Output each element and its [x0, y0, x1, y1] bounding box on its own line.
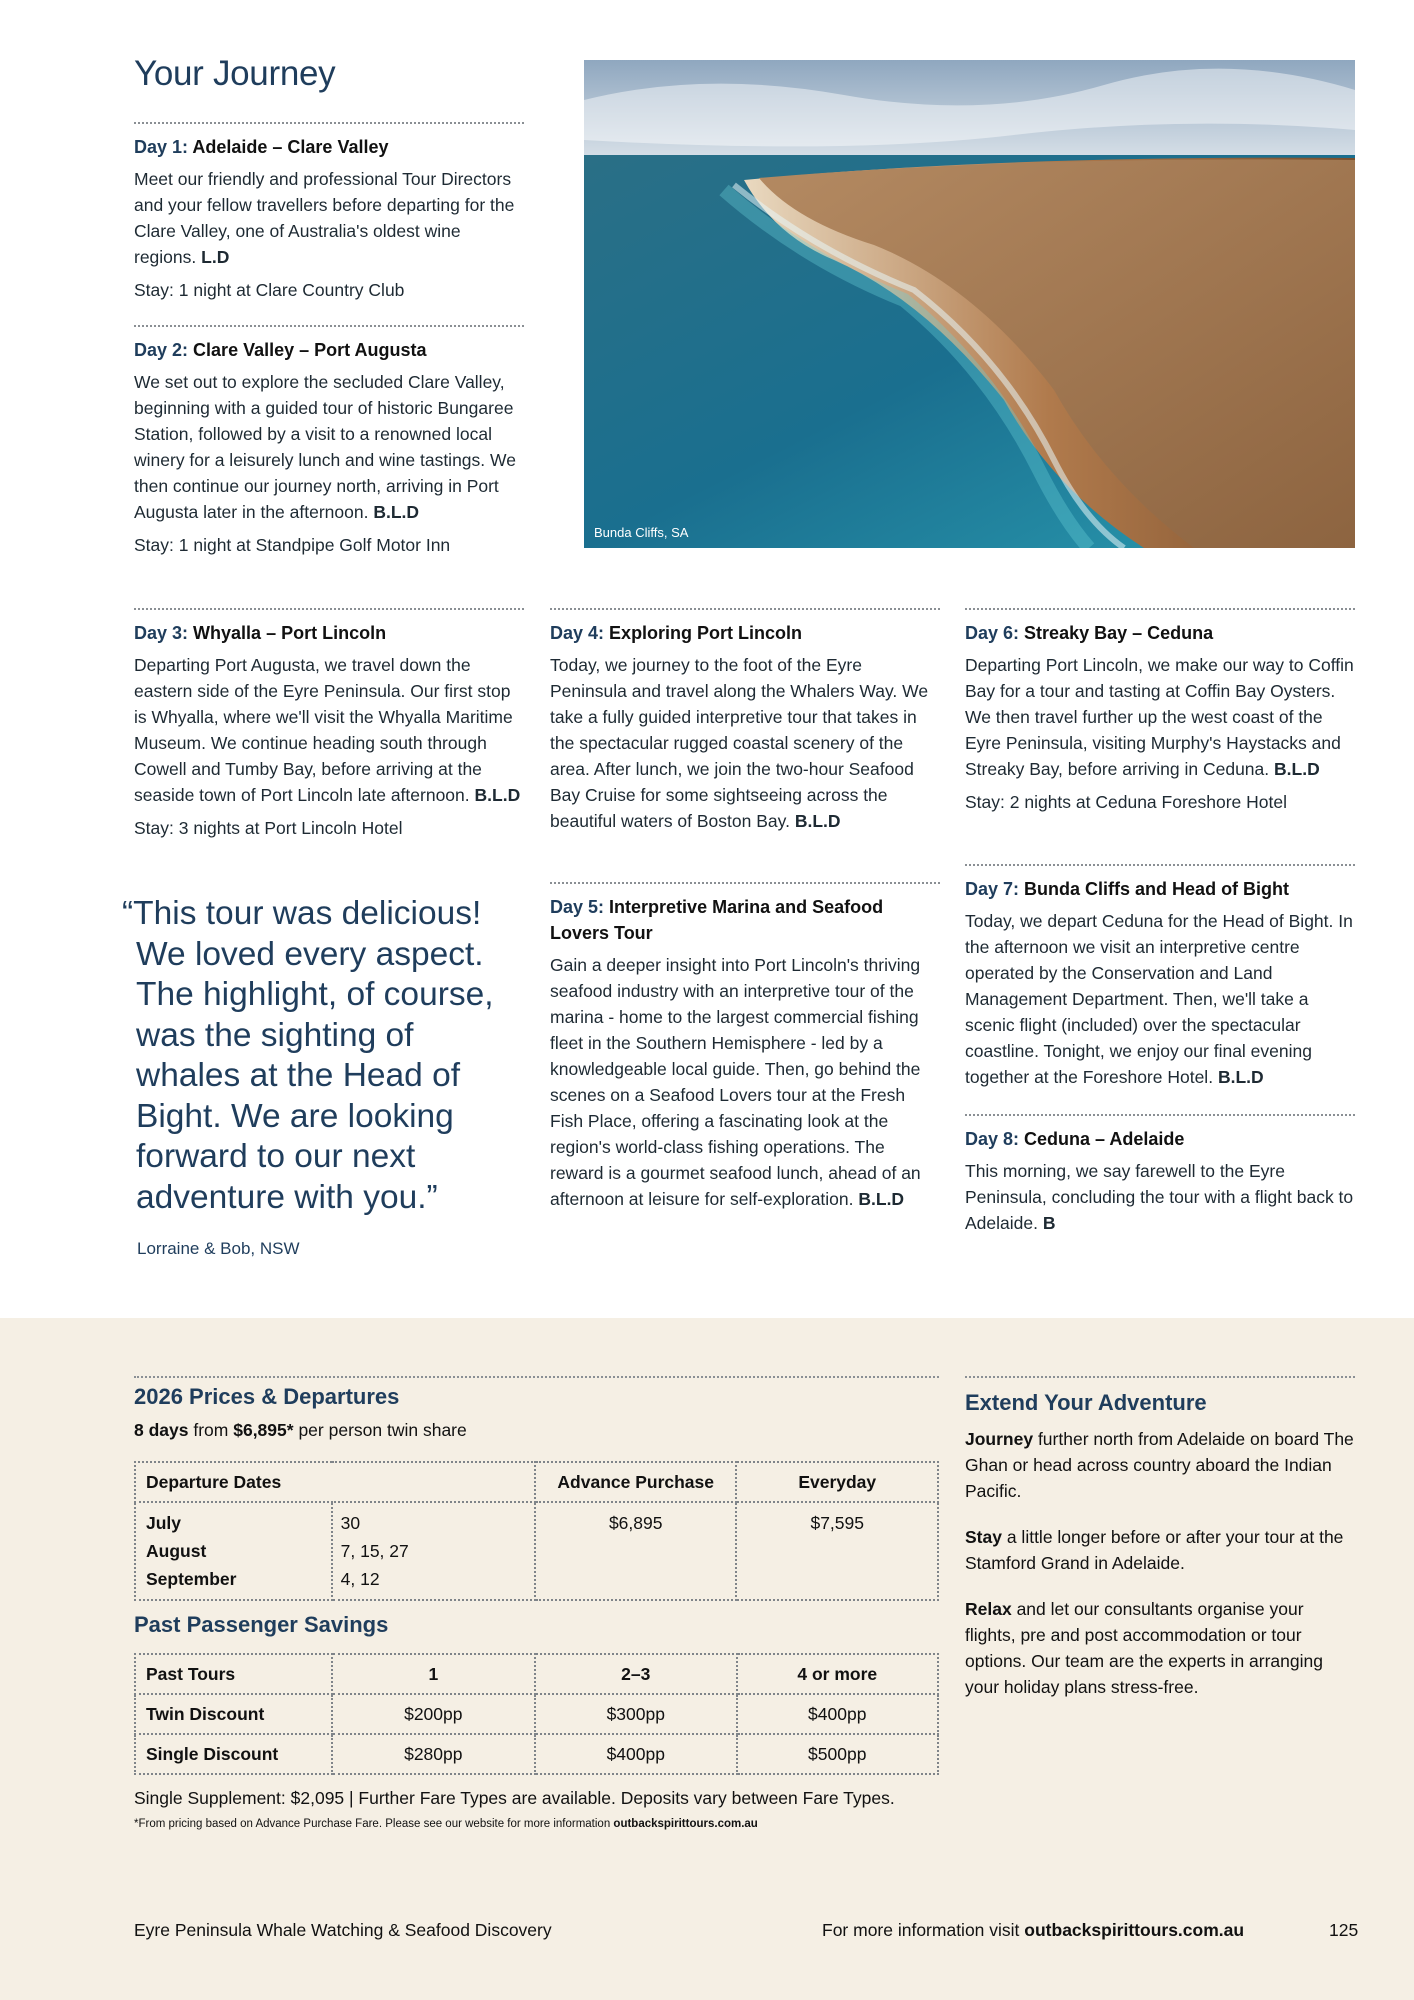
itinerary-day-2 [134, 325, 524, 558]
day-description: Today, we journey to the foot of the Eyre Peninsula and travel along the Whalers Way. We take a fully guided interpretive tour that takes in the spectacular rugged coastal scenery of the area. After lunch, we join the two-hour Seafood Bay Cruise for some sightseeing across the beautiful waters of Boston Bay. B.L.D [550, 655, 929, 831]
divider [965, 608, 1355, 610]
day-description: Departing Port Augusta, we travel down the eastern side of the Eyre Peninsula. Our first stop is Whyalla, where we'll visit the Whyalla Maritime Museum. We continue heading south through Cowell and Tumby Bay, before arriving at the seaside town of Port Lincoln late afternoon. B.L.D [134, 655, 521, 805]
departure-days: 30 7, 15, 27 4, 12 [332, 1502, 535, 1600]
itinerary-day-3 [134, 608, 524, 841]
day-title: Day 6: Streaky Bay – Ceduna [965, 623, 1214, 643]
divider [134, 1376, 939, 1378]
fine-print-link[interactable]: outbackspirittours.com.au [613, 1818, 758, 1830]
header-past-tours: Past Tours [135, 1654, 332, 1694]
meals-code: B.L.D [858, 1189, 905, 1209]
day-description: Today, we depart Ceduna for the Head of Bight. In the afternoon we visit an interpretive centre operated by the Conservation and Land Management Department. Then, we'll take a scenic flight (included) over the spectacular coastline. Tonight, we enjoy our final evening together at the Foreshore Hotel. B.L.D [965, 911, 1353, 1087]
divider [965, 1114, 1355, 1116]
itinerary-day-6 [965, 608, 1355, 815]
coastline-cliffs-image [584, 60, 1355, 548]
table-row: Twin Discount $200pp $300pp $400pp [135, 1694, 938, 1734]
header-departure-dates: Departure Dates [135, 1462, 535, 1502]
savings-table [134, 1653, 939, 1775]
divider [134, 608, 524, 610]
day-title: Day 8: Ceduna – Adelaide [965, 1129, 1185, 1149]
table-row: Single Discount $280pp $400pp $500pp [135, 1734, 938, 1774]
itinerary-day-5 [550, 882, 940, 1212]
itinerary-day-4 [550, 608, 940, 834]
itinerary-day-7 [965, 864, 1355, 1090]
itinerary-day-8 [965, 1114, 1355, 1236]
divider [550, 882, 940, 884]
day-description: Gain a deeper insight into Port Lincoln's thriving seafood industry with an interpretive tour of the marina - home to the largest commercial fishing fleet in the Southern Hemisphere - led by a knowledgeable local guide. Then, go behind the scenes on a Seafood Lovers tour at the Fresh Fish Place, offering a fascinating look at the region's world-class fishing operations. The reward is a gourmet seafood lunch, ahead of an afternoon at leisure for self-exploration. B.L.D [550, 955, 921, 1209]
day-stay: Stay: 3 nights at Port Lincoln Hotel [134, 818, 403, 838]
day-title: Day 1: Adelaide – Clare Valley [134, 137, 389, 157]
meals-code: B.L.D [474, 785, 521, 805]
fine-print: *From pricing based on Advance Purchase Fare. Please see our website for more information outbackspirittours.com.au [134, 1818, 758, 1830]
day-title: Day 7: Bunda Cliffs and Head of Bight [965, 879, 1290, 899]
header-tours-4-plus: 4 or more [737, 1654, 939, 1694]
day-title: Day 5: Interpretive Marina and Seafood Lovers Tour [550, 897, 884, 943]
extend-item-stay: Stay a little longer before or after your tour at the Stamford Grand in Adelaide. [965, 1527, 1344, 1573]
divider [550, 608, 940, 610]
testimonial-author: Lorraine & Bob, NSW [137, 1239, 300, 1258]
testimonial-quote: “This tour was delicious! We loved every aspect. The highlight, of course, was the sighting of whales at the Head of Bight. We are looking forward to our next adventure with you.” [122, 895, 494, 1216]
day-title: Day 4: Exploring Port Lincoln [550, 623, 803, 643]
extend-item-journey: Journey further north from Adelaide on board The Ghan or head across country aboard the Indian Pacific. [965, 1429, 1354, 1501]
day-stay: Stay: 1 night at Clare Country Club [134, 280, 405, 300]
meals-code: B.L.D [373, 502, 420, 522]
day-stay: Stay: 2 nights at Ceduna Foreshore Hotel [965, 792, 1287, 812]
meals-code: B.L.D [794, 811, 841, 831]
extend-title: Extend Your Adventure [965, 1390, 1207, 1415]
meals-code: L.D [201, 247, 230, 267]
divider [134, 325, 524, 327]
day-title: Day 2: Clare Valley – Port Augusta [134, 340, 427, 360]
photo-caption: Bunda Cliffs, SA [594, 525, 689, 540]
single-supplement-note: Single Supplement: $2,095 | Further Fare Types are available. Deposits vary between Fare Types. [134, 1788, 895, 1808]
everyday-price: $7,595 [736, 1502, 938, 1600]
footer-tour-name: Eyre Peninsula Whale Watching & Seafood Discovery [134, 1920, 552, 1940]
divider [965, 864, 1355, 866]
header-tours-1: 1 [332, 1654, 535, 1694]
day-description: Departing Port Lincoln, we make our way to Coffin Bay for a tour and tasting at Coffin Bay Oysters. We then travel further up the west coast of the Eyre Peninsula, visiting Murphy's Haystacks and Streaky Bay, before arriving in Ceduna. B.L.D [965, 655, 1354, 779]
meals-code: B.L.D [1217, 1067, 1264, 1087]
day-title: Day 3: Whyalla – Port Lincoln [134, 623, 387, 643]
day-stay: Stay: 1 night at Standpipe Golf Motor Inn [134, 535, 451, 555]
divider [965, 1376, 1355, 1378]
prices-title: 2026 Prices & Departures [134, 1384, 400, 1409]
day-description: Meet our friendly and professional Tour Directors and your fellow travellers before departing for the Clare Valley, one of Australia's oldest wine regions. L.D [134, 169, 515, 267]
departures-table [134, 1461, 939, 1601]
meals-code: B [1042, 1213, 1056, 1233]
hero-photo [584, 60, 1355, 548]
footer-website-link[interactable]: outbackspirittours.com.au [1024, 1920, 1245, 1940]
savings-title: Past Passenger Savings [134, 1612, 389, 1637]
from-price-line: 8 days from $6,895* per person twin share [134, 1420, 467, 1440]
page-number: 125 [1329, 1920, 1359, 1940]
day-description: We set out to explore the secluded Clare Valley, beginning with a guided tour of historic Bungaree Station, followed by a visit to a renowned local winery for a leisurely lunch and wine tastings. We then continue our journey north, arriving in Port Augusta later in the afternoon. B.L.D [134, 372, 516, 522]
header-everyday: Everyday [736, 1462, 938, 1502]
extend-adventure [965, 1376, 1355, 1720]
footer-info: For more information visit outbackspirittours.com.au [822, 1920, 1245, 1940]
advance-purchase-price: $6,895 [535, 1502, 737, 1600]
itinerary-day-1 [134, 122, 524, 303]
page-title: Your Journey [134, 54, 336, 93]
extend-item-relax: Relax and let our consultants organise your flights, pre and post accommodation or tour options. Our team are the experts in arranging your holiday plans stress-free. [965, 1599, 1323, 1697]
header-advance-purchase: Advance Purchase [535, 1462, 737, 1502]
day-description: This morning, we say farewell to the Eyre Peninsula, concluding the tour with a flight back to Adelaide. B [965, 1161, 1354, 1233]
meals-code: B.L.D [1274, 759, 1320, 779]
header-tours-2-3: 2–3 [535, 1654, 736, 1694]
divider [134, 122, 524, 124]
departure-months: July August September [135, 1502, 332, 1600]
